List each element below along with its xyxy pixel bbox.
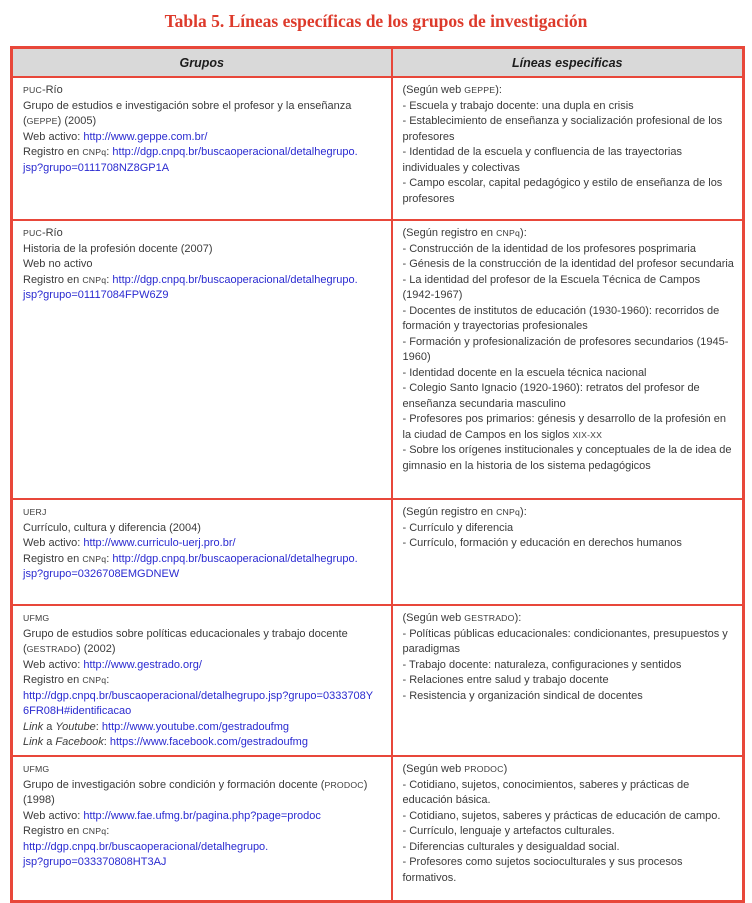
text-segment: - Construcción de la identidad de los profesores posprimaria bbox=[402, 242, 696, 255]
text-line bbox=[403, 778, 735, 809]
text-segment: PRODOC bbox=[464, 764, 504, 774]
text-line bbox=[403, 366, 735, 382]
text-line bbox=[403, 114, 735, 145]
grupo-cell bbox=[12, 756, 392, 902]
text-line bbox=[403, 176, 735, 207]
text-segment: Web activo: bbox=[23, 809, 84, 822]
text-segment: PUC bbox=[23, 85, 42, 95]
text-segment: : bbox=[106, 674, 110, 686]
table-body bbox=[12, 77, 744, 902]
table-header-row bbox=[12, 48, 744, 78]
text-line bbox=[403, 855, 735, 886]
link-url[interactable]: 6FR08H#identificacao bbox=[23, 705, 132, 717]
text-segment: ) (1998) bbox=[23, 778, 368, 806]
link-url[interactable]: http://dgp.cnpq.br/buscaoperacional/detalhegrupo. bbox=[112, 273, 358, 286]
link-url[interactable]: http://dgp.cnpq.br/buscaoperacional/detalhegrupo. bbox=[112, 146, 358, 158]
text-segment: - Génesis de la construcción de la identidad del profesor secundaria bbox=[402, 258, 734, 270]
link-url[interactable]: jsp?grupo=033370808HT3AJ bbox=[23, 856, 167, 868]
text-line bbox=[23, 778, 383, 809]
text-segment: - Identidad docente en la escuela técnica nacional bbox=[402, 366, 647, 379]
text-line bbox=[403, 658, 735, 674]
text-line bbox=[403, 226, 735, 242]
text-segment: - Currículo, lenguaje y artefactos culturales. bbox=[402, 825, 615, 837]
text-line bbox=[23, 762, 383, 778]
table-row bbox=[12, 756, 744, 902]
text-segment: - Identidad de la escuela y confluencia de las trayectorias individuales y colectivas bbox=[402, 146, 682, 174]
text-segment: Registro en bbox=[23, 552, 83, 565]
text-line bbox=[403, 627, 735, 658]
text-segment: Web activo: bbox=[23, 130, 84, 143]
text-line bbox=[23, 809, 383, 825]
column-header-lineas: Líneas especificas bbox=[392, 48, 744, 78]
link-url[interactable]: jsp?grupo=0326708EMGDNEW bbox=[23, 568, 180, 580]
text-segment: Web activo: bbox=[23, 537, 84, 549]
text-segment: (Según web bbox=[402, 763, 465, 775]
link-url[interactable]: http://dgp.cnpq.br/buscaoperacional/detalhegrupo.jsp?grupo=0333708Y bbox=[23, 689, 374, 702]
grupo-cell bbox=[12, 605, 392, 756]
text-line bbox=[23, 242, 383, 258]
text-segment: : bbox=[106, 552, 113, 565]
text-line bbox=[403, 412, 735, 443]
text-segment: ) (2005) bbox=[57, 115, 97, 127]
text-segment: a bbox=[43, 736, 56, 748]
text-segment: : bbox=[103, 736, 110, 748]
text-segment: Facebook bbox=[55, 736, 104, 748]
text-segment: : bbox=[95, 720, 102, 733]
text-segment: - Sobre los orígenes institucionales y conceptuales de la de idea de gimnasio en la historia de los sistema pedagógicos bbox=[402, 444, 732, 472]
research-groups-table bbox=[10, 46, 745, 903]
text-segment: CNPq bbox=[82, 274, 107, 285]
text-segment: XIX-XX bbox=[572, 429, 603, 440]
text-line bbox=[23, 161, 383, 177]
text-line bbox=[23, 288, 383, 304]
text-segment: : bbox=[106, 825, 110, 837]
text-line bbox=[403, 257, 735, 273]
text-segment: - Trabajo docente: naturaleza, configuraciones y sentidos bbox=[402, 658, 682, 671]
text-line bbox=[403, 242, 735, 258]
text-segment: CNPq bbox=[496, 228, 521, 238]
grupo-cell bbox=[12, 220, 392, 499]
text-segment: Grupo de estudios sobre políticas educacionales y trabajo docente ( bbox=[23, 627, 348, 655]
text-line bbox=[403, 443, 735, 474]
text-line bbox=[403, 611, 735, 627]
text-segment: - Políticas públicas educacionales: condicionantes, presupuestos y paradigmas bbox=[402, 627, 728, 655]
text-segment: UFMG bbox=[23, 613, 50, 623]
text-line bbox=[403, 673, 735, 689]
text-line bbox=[23, 840, 383, 856]
text-segment: Grupo de investigación sobre condición y formación docente ( bbox=[23, 778, 325, 791]
link-url[interactable]: jsp?grupo=01117084FPW6Z9 bbox=[23, 289, 169, 301]
text-segment: Registro en bbox=[23, 825, 83, 837]
text-segment: a bbox=[43, 720, 56, 733]
lineas-cell bbox=[392, 77, 744, 220]
text-segment: CNPq bbox=[82, 147, 107, 157]
text-segment: ): bbox=[495, 84, 502, 96]
text-line bbox=[23, 735, 383, 751]
text-segment: - Colegio Santo Ignacio (1920-1960): retratos del profesor de enseñanza secundaria masculino bbox=[402, 382, 700, 410]
text-line bbox=[403, 762, 735, 778]
text-segment: GESTRADO bbox=[26, 644, 78, 654]
text-line bbox=[403, 335, 735, 366]
lineas-cell bbox=[392, 756, 744, 902]
table-row bbox=[12, 605, 744, 756]
text-segment: : bbox=[106, 273, 113, 286]
text-segment: Registro en bbox=[23, 146, 83, 158]
text-segment: Link bbox=[23, 736, 44, 748]
text-line bbox=[23, 627, 383, 658]
text-segment: ) bbox=[503, 763, 508, 775]
text-line bbox=[23, 273, 383, 289]
lineas-cell bbox=[392, 220, 744, 499]
text-segment: - Cotidiano, sujetos, conocimientos, saberes y prácticas de educación básica. bbox=[402, 778, 690, 806]
text-line bbox=[23, 226, 383, 242]
grupo-cell bbox=[12, 77, 392, 220]
text-line bbox=[403, 505, 735, 521]
text-segment: PUC bbox=[23, 228, 42, 238]
text-segment: Registro en bbox=[23, 273, 83, 286]
text-segment: : bbox=[106, 146, 113, 158]
text-segment: Web no activo bbox=[23, 258, 93, 270]
text-line bbox=[23, 658, 383, 674]
text-line bbox=[403, 99, 735, 115]
text-line bbox=[23, 257, 383, 273]
text-line bbox=[403, 304, 735, 335]
text-line bbox=[23, 521, 383, 537]
text-segment: GEPPE bbox=[464, 85, 496, 95]
text-line bbox=[23, 611, 383, 627]
text-segment: Youtube bbox=[55, 720, 96, 733]
text-segment: - Formación y profesionalización de profesores secundarios (1945-1960) bbox=[402, 335, 729, 363]
text-segment: Historia de la profesión docente (2007) bbox=[23, 242, 213, 255]
text-segment: - Profesores pos primarios: génesis y desarrollo de la profesión en la ciudad de Campos en los siglos bbox=[402, 413, 726, 441]
text-segment: PRODOC bbox=[324, 779, 364, 790]
text-segment: ): bbox=[514, 612, 522, 624]
text-line bbox=[23, 130, 383, 146]
text-segment: CNPq bbox=[82, 553, 107, 564]
text-segment: (Según registro en bbox=[402, 506, 497, 518]
text-segment: -Río bbox=[41, 84, 63, 96]
lineas-cell bbox=[392, 499, 744, 605]
lineas-cell bbox=[392, 605, 744, 756]
link-url[interactable]: http://dgp.cnpq.br/buscaoperacional/detalhegrupo. bbox=[23, 840, 269, 853]
link-url[interactable]: jsp?grupo=0111708NZ8GP1A bbox=[23, 161, 170, 174]
text-segment: UFMG bbox=[23, 764, 50, 774]
text-segment: CNPq bbox=[82, 675, 107, 685]
table-row bbox=[12, 220, 744, 499]
link-url[interactable]: http://www.geppe.com.br/ bbox=[83, 130, 208, 143]
text-line bbox=[23, 824, 383, 840]
text-segment: - Campo escolar, capital pedagógico y estilo de enseñanza de los profesores bbox=[402, 177, 723, 205]
text-line bbox=[403, 840, 735, 856]
text-line bbox=[403, 381, 735, 412]
text-line bbox=[403, 824, 735, 840]
text-line bbox=[23, 536, 383, 552]
text-line bbox=[23, 99, 383, 130]
link-url[interactable]: http://www.curriculo-uerj.pro.br/ bbox=[83, 537, 236, 549]
text-segment: CNPq bbox=[496, 507, 521, 517]
table-row bbox=[12, 499, 744, 605]
text-segment: - Currículo y diferencia bbox=[402, 521, 514, 534]
text-segment: - Cotidiano, sujetos, saberes y prácticas de educación de campo. bbox=[402, 809, 721, 822]
text-segment: - Escuela y trabajo docente: una dupla en crisis bbox=[402, 99, 634, 112]
text-line bbox=[23, 704, 383, 720]
text-segment: - Currículo, formación y educación en derechos humanos bbox=[402, 537, 682, 549]
link-url[interactable]: http://dgp.cnpq.br/buscaoperacional/detalhegrupo. bbox=[112, 552, 358, 565]
text-line bbox=[23, 145, 383, 161]
text-segment: - La identidad del profesor de la Escuela Técnica de Campos (1942-1967) bbox=[402, 273, 701, 301]
text-segment: GEPPE bbox=[26, 116, 58, 126]
text-segment: Link bbox=[23, 720, 44, 733]
text-line bbox=[403, 809, 735, 825]
text-segment: - Docentes de institutos de educación (1930-1960): recorridos de formación y trayectorias profesionales bbox=[402, 304, 720, 332]
text-segment: - Establecimiento de enseñanza y socialización profesional de los profesores bbox=[402, 115, 723, 143]
text-segment: - Profesores como sujetos socioculturales y sus procesos formativos. bbox=[402, 856, 683, 884]
text-segment: ) (2002) bbox=[77, 643, 116, 655]
text-segment: (Según web bbox=[402, 612, 465, 624]
text-segment: Grupo de estudios e investigación sobre el profesor y la enseñanza ( bbox=[23, 99, 352, 127]
column-header-grupos: Grupos bbox=[12, 48, 392, 78]
text-line bbox=[403, 273, 735, 304]
text-line bbox=[23, 552, 383, 568]
link-url[interactable]: http://www.fae.ufmg.br/pagina.php?page=prodoc bbox=[83, 809, 321, 822]
text-segment: GESTRADO bbox=[464, 613, 515, 623]
text-line bbox=[403, 521, 735, 537]
text-segment: Currículo, cultura y diferencia (2004) bbox=[23, 521, 201, 534]
text-segment: ): bbox=[520, 227, 527, 239]
table-row bbox=[12, 77, 744, 220]
text-line bbox=[23, 720, 383, 736]
text-segment: (Según web bbox=[402, 84, 465, 96]
link-url[interactable]: http://www.gestrado.org/ bbox=[83, 658, 202, 671]
text-segment: -Río bbox=[41, 227, 63, 239]
text-segment: CNPq bbox=[82, 826, 107, 836]
text-line bbox=[403, 83, 735, 99]
link-url[interactable]: https://www.facebook.com/gestradoufmg bbox=[109, 736, 308, 748]
text-line bbox=[23, 505, 383, 521]
text-line bbox=[403, 145, 735, 176]
grupo-cell bbox=[12, 499, 392, 605]
text-line bbox=[23, 83, 383, 99]
link-url[interactable]: http://www.youtube.com/gestradoufmg bbox=[101, 720, 290, 733]
text-line bbox=[23, 567, 383, 583]
text-line bbox=[23, 689, 383, 705]
text-segment: - Diferencias culturales y desigualdad social. bbox=[402, 840, 620, 853]
text-segment: ): bbox=[520, 506, 527, 518]
text-segment: - Resistencia y organización sindical de docentes bbox=[402, 689, 643, 702]
text-line bbox=[403, 536, 735, 552]
text-line bbox=[23, 855, 383, 871]
text-segment: - Relaciones entre salud y trabajo docente bbox=[402, 674, 609, 686]
text-segment: Registro en bbox=[23, 674, 83, 686]
text-line bbox=[23, 673, 383, 689]
text-segment: (Según registro en bbox=[402, 227, 497, 239]
text-line bbox=[403, 689, 735, 705]
table-caption: Tabla 5. Líneas específicas de los grupos de investigación bbox=[164, 11, 588, 31]
text-segment: UERJ bbox=[23, 507, 47, 517]
text-segment: Web activo: bbox=[23, 658, 84, 671]
